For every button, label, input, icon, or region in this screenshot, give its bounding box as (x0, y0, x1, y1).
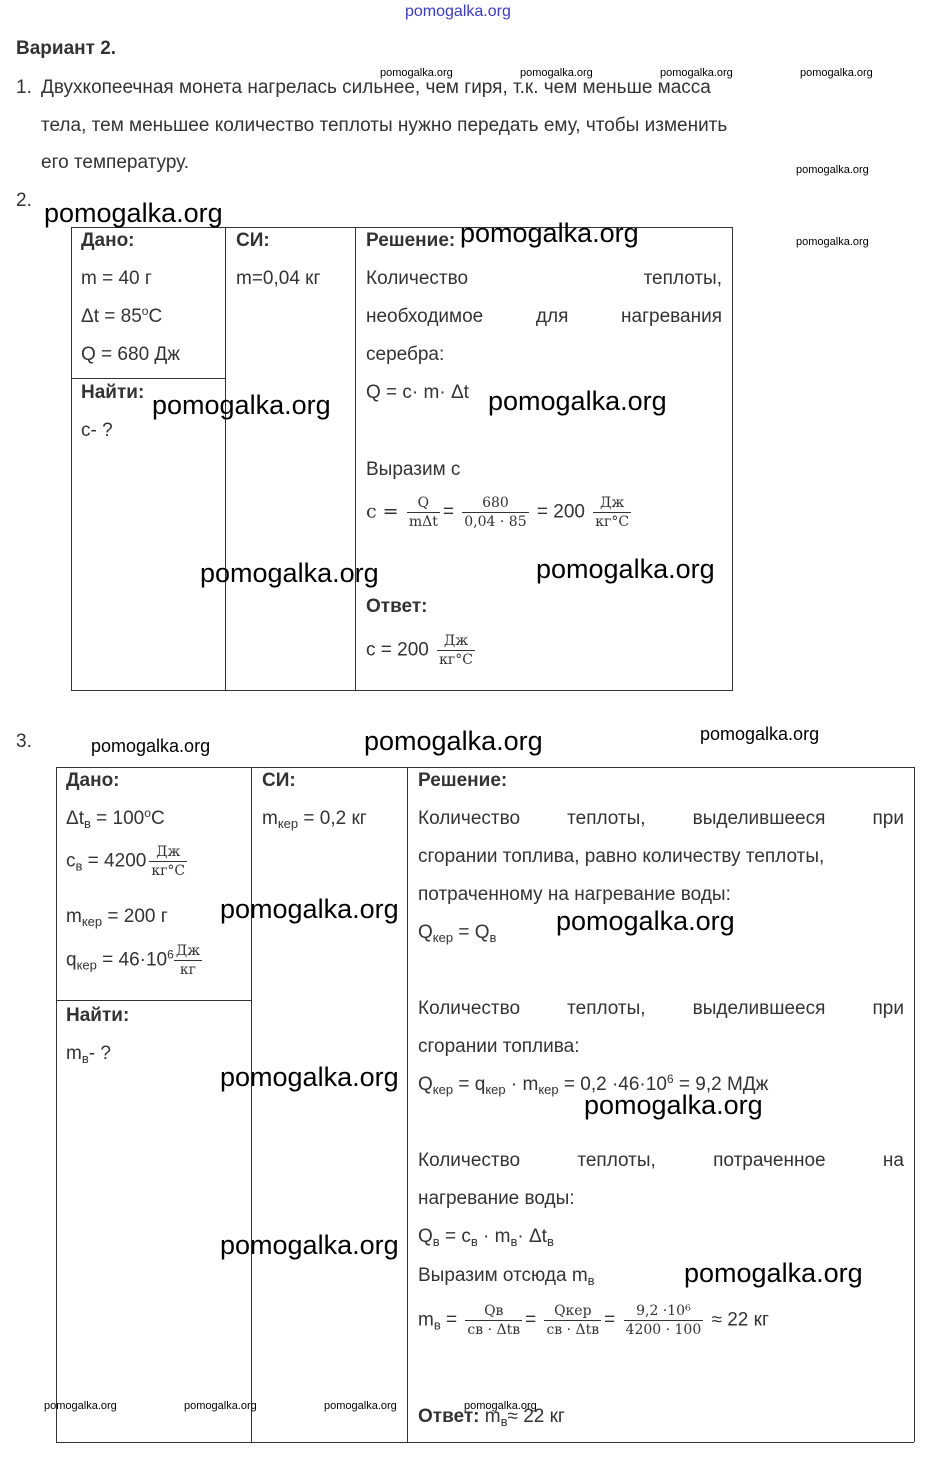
q2-answer: c = 200 $\frac{Дж}{кг^\circ C}$ (366, 633, 473, 668)
watermark: pomogalka.org (584, 1090, 763, 1120)
q3-p3-line-1: Количество теплоты, потраченное на (418, 1150, 904, 1171)
watermark: pomogalka.org (796, 236, 869, 248)
watermark: pomogalka.org (556, 906, 735, 936)
watermark: pomogalka.org (184, 1400, 257, 1412)
q3-p2-line-2: сгорании топлива: (418, 1036, 580, 1057)
watermark: pomogalka.org (200, 558, 379, 588)
q3-equation-3: $Q_в = c_в \cdot m_в\cdot \Delta t_в$ (418, 1226, 554, 1249)
q2-express: Выразим с (366, 459, 461, 480)
q3-given-heading: Дано: (66, 770, 120, 791)
q1-number: 1. (16, 77, 32, 98)
q3-solution-heading: Решение: (418, 770, 508, 791)
watermark: pomogalka.org (460, 218, 639, 248)
q3-given-mass: $m_{кер} = 200$ г (66, 906, 168, 929)
q2-answer-heading: Ответ: (366, 596, 428, 617)
q1-line-1: Двухкопеечная монета нагрелась сильнее, чем гиря, т.к. чем меньше масса (41, 77, 711, 98)
watermark: pomogalka.org (152, 390, 331, 420)
q2-solution-heading: Решение: (366, 230, 456, 251)
watermark: pomogalka.org (520, 67, 593, 79)
q1-line-2: тела, тем меньшее количество теплоты нужно передать ему, чтобы изменить (41, 115, 728, 136)
q3-p1-line-1: Количество теплоты, выделившееся при (418, 808, 904, 829)
q3-si-mass: $m_{кер} = 0,2$ кг (262, 808, 367, 831)
q2-si-heading: СИ: (236, 230, 270, 251)
q1-line-3: его температуру. (41, 152, 190, 173)
q2-find-heading: Найти: (81, 382, 145, 403)
site-logo: pomogalka.org (405, 3, 511, 20)
watermark: pomogalka.org (220, 1062, 399, 1092)
q3-number: 3. (16, 731, 32, 752)
q2-si-mass: m=0,04 кг (236, 268, 321, 289)
q3-find-heading: Найти: (66, 1005, 130, 1026)
watermark: pomogalka.org (796, 164, 869, 176)
watermark: pomogalka.org (684, 1258, 863, 1288)
q3-mass-equation: $m_в$ = $\frac{Qв}{\text{cв · Δtв}}$ = $\frac{\text{Qкер}}{\text{cв · Δtв}}$ = $\frac{\text{9,2 ·10⁶}}{4200 \cdot 100}$ ≈ 22 кг (418, 1303, 769, 1338)
watermark: pomogalka.org (44, 1400, 117, 1412)
q2-solution-line-3: серебра: (366, 344, 445, 365)
q3-p2-line-1: Количество теплоты, выделившееся при (418, 998, 904, 1019)
variant-heading: Вариант 2. (16, 38, 117, 59)
q3-p1-line-2: сгорании топлива, равно количеству теплоты, (418, 846, 825, 867)
q3-answer: Ответ: $m_в\approx 22$ кг (418, 1406, 565, 1429)
q2-given-heading: Дано: (81, 230, 135, 251)
q3-equation-2: $Q_{кер} = q_{кер} \cdot m_{кер} = 0,2 \cdot 46\cdot 10^6 = 9,2$ МДж (418, 1072, 769, 1097)
watermark: pomogalka.org (700, 724, 820, 744)
watermark: pomogalka.org (324, 1400, 397, 1412)
watermark: pomogalka.org (44, 198, 223, 228)
q2-find-value: c- ? (81, 420, 113, 441)
q3-p1-line-3: потраченному на нагревание воды: (418, 884, 731, 905)
q2-solution-line-2: необходимое для нагревания (366, 306, 722, 327)
q3-si-heading: СИ: (262, 770, 296, 791)
watermark: pomogalka.org (800, 67, 873, 79)
q2-given-mass: m = 40 г (81, 268, 152, 289)
q2-solution-line-1: Количество теплоты, (366, 268, 722, 289)
q3-find-value: $m_в-$ ? (66, 1043, 111, 1066)
watermark: pomogalka.org (220, 1230, 399, 1260)
q3-express: Выразим отсюда $m_в$ (418, 1265, 595, 1288)
watermark: pomogalka.org (536, 554, 715, 584)
watermark: pomogalka.org (380, 67, 453, 79)
q3-equation-1: $Q_{кер} = Q_в$ (418, 922, 497, 945)
q3-given-dt: $\Delta t_в = 100^oC$ (66, 806, 165, 831)
watermark: pomogalka.org (660, 67, 733, 79)
q2-number: 2. (16, 190, 32, 211)
q2-formula: Q = c· m· Δt (366, 382, 469, 403)
watermark: pomogalka.org (91, 736, 211, 756)
watermark: pomogalka.org (220, 894, 399, 924)
q2-c-equation: c = $\frac{Q}{\text{mΔt}}$ = $\frac{680}{0,04 \cdot 85}$ = 200 $\frac{Дж}{кг^\circ C}$ (366, 495, 630, 530)
q3-given-q: $q_{кер} = 46\cdot 10^6$ $\frac{Дж}{кг}$ (66, 943, 201, 978)
watermark: pomogalka.org (364, 726, 543, 756)
watermark: pomogalka.org (464, 1400, 537, 1412)
watermark: pomogalka.org (488, 386, 667, 416)
q3-p3-line-2: нагревание воды: (418, 1188, 575, 1209)
q3-given-c: $c_в = 4200$ $\frac{Дж}{кг^\circ C}$ (66, 844, 186, 879)
q2-given-dt: $\Delta t = 85^oC$ (81, 304, 163, 327)
q2-given-heat: Q = 680 Дж (81, 344, 180, 365)
